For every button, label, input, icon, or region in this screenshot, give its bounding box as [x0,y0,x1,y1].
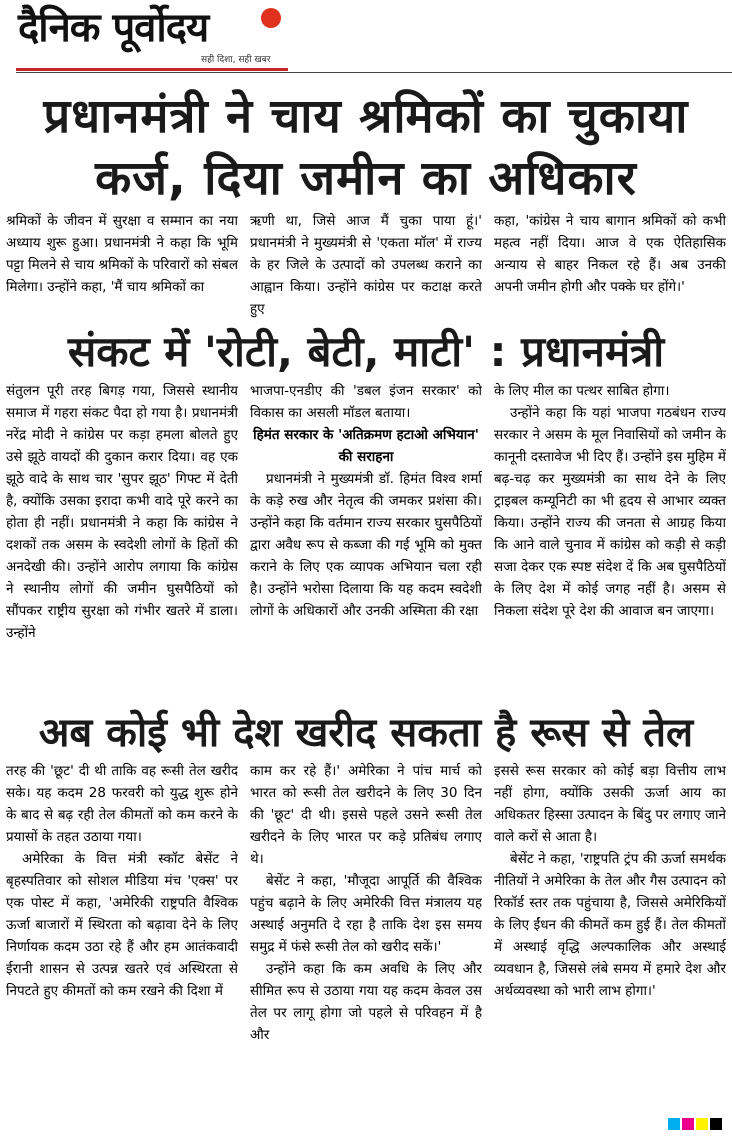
newspaper-title: दैनिक पूर्वोदय [18,5,209,51]
newspaper-tagline: सही दिशा, सही खबर [201,55,271,65]
yellow-swatch [696,1118,708,1130]
article-column [6,380,238,700]
article-paragraph: तरह की 'छूट' दी थी ताकि वह रूसी तेल खरीद सके। यह कदम 28 फरवरी को युद्ध शुरू होने के बाद से बढ़ रही तेल कीमतों को कम करने के प्रयासों के तहत उठाया गया। [6,763,238,845]
article-roti-beti-mati [4,324,728,700]
article-headline: प्रधानमंत्री ने चाय श्रमिकों का चुकाया [43,89,689,144]
article-paragraph: संतुलन पूरी तरह बिगड़ गया, जिससे स्थानीय समाज में गहरा संकट पैदा हो गया है। प्रधानमंत्री नरेंद्र मोदी ने कांग्रेस पर कड़ा हमला बोलते हुए उसे झूठे वायदों की दुकान करार दिया। वह एक झूठे वादे के साथ चार 'सुपर झूठ' गिफ्ट में देती है, क्योंकि उसका इरादा कभी वादे पूरे करने का होता ही नहीं। प्रधानमंत्री ने कहा कि कांग्रेस ने दशकों तक असम के स्वदेशी लोगों के हितों की अनदेखी की। उन्होंने आरोप लगाया कि कांग्रेस ने स्थानीय लोगों की जमीन घुसपैठियों को सौंपकर राष्ट्रीय सुरक्षा को गंभीर खतरे में डाला। उन्होंने [6,383,238,641]
article-column [494,210,726,318]
article-paragraph: बेसेंट ने कहा, 'मौजूदा आपूर्ति की वैश्विक पहुंच बढ़ाने के लिए अमेरिकी वित्त मंत्रालय यह अस्थाई अनुमति दे रहा है ताकि देश इस समय समुद्र में फंसे रूसी तेल को खरीद सकें।' [250,873,482,955]
masthead-rule [16,68,288,71]
black-swatch [710,1118,722,1130]
article-column [250,760,482,1090]
article-paragraph: श्रमिकों के जीवन में सुरक्षा व सम्मान का नया अध्याय शुरू हुआ। प्रधानमंत्री ने कहा कि भूमि पट्टा मिलने से चाय श्रमिकों के परिवारों को संबल मिलेगा। उन्होंने कहा, 'मैं चाय श्रमिकों का [6,213,238,295]
article-headline-line2: कर्ज, दिया जमीन का अधिकार [95,151,637,206]
article-tea-workers [4,86,728,318]
article-paragraph: ऋणी था, जिसे आज मैं चुका पाया हूं।' प्रधानमंत्री ने मुख्यमंत्री से 'एकता मॉल' में राज्य के हर जिले के उत्पादों को उपलब्ध कराने का आह्वान किया। उन्होंने कांग्रेस पर कटाक्ष करते हुए [250,213,482,317]
article-paragraph: इससे रूस सरकार को कोई बड़ा वित्तीय लाभ नहीं होगा, क्योंकि उसकी ऊर्जा आय का अधिकतर हिस्सा उत्पादन के बिंदु पर लगाए जाने वाले करों से आता है। [494,763,726,845]
logo-dot [261,8,281,28]
article-paragraph: कहा, 'कांग्रेस ने चाय बागान श्रमिकों को कभी महत्व नहीं दिया। आज वे एक ऐतिहासिक अन्याय से बाहर निकल रहे हैं। अब उनकी अपनी जमीन होगी और पक्के घर होंगे।' [494,213,726,295]
article-headline: संकट में 'रोटी, बेटी, माटी' : प्रधानमंत्री [67,327,665,376]
cyan-swatch [668,1118,680,1130]
article-subheading: हिमंत सरकार के 'अतिक्रमण हटाओ अभियान' की सराहना [253,427,479,465]
print-registration-marks [666,1118,722,1130]
article-body [4,760,728,1090]
article-column [250,380,482,700]
article-column [494,380,726,700]
article-russia-oil [4,706,728,1090]
article-body [4,210,728,318]
article-paragraph: उन्होंने कहा कि कम अवधि के लिए और सीमित रूप से उठाया गया यह कदम केवल उस तेल पर लागू होगा जो पहले से परिवहन में है और [250,961,482,1043]
article-column [494,760,726,1090]
article-body [4,380,728,700]
article-paragraph: उन्होंने कहा कि यहां भाजपा गठबंधन राज्य सरकार ने असम के मूल निवासियों को जमीन के कानूनी दस्तावेज भी दिए हैं। उन्होंने इस मुहिम में बढ़-चढ़ कर मुख्यमंत्री का साथ देने के लिए ट्राइबल कम्यूनिटी का भी हृदय से आभार व्यक्त किया। उन्होंने राज्य की जनता से आग्रह किया कि आने वाले चुनाव में कांग्रेस को कड़ी से कड़ी सजा देकर एक स्पष्ट संदेश दें कि अब घुसपैठियों के लिए देश में कोई जगह नहीं है। असम से निकला संदेश पूरे देश की आवाज बन जाएगा। [494,405,726,619]
article-paragraph: भाजपा-एनडीए की 'डबल इंजन सरकार' को विकास का असली मॉडल बताया। [250,383,482,421]
article-paragraph: अमेरिका के वित्त मंत्री स्कॉट बेसेंट ने बृहस्पतिवार को सोशल मीडिया मंच 'एक्स' पर एक पोस्ट में कहा, 'अमेरिकी राष्ट्रपति वैश्विक ऊर्जा बाजारों में स्थिरता को बढ़ावा देने के लिए निर्णायक कदम उठा रहे हैं और हम आतंकवादी ईरानी शासन से उत्पन्न खतरे एवं अस्थिरता से निपटते हुए कीमतों को कम रखने की दिशा में [6,851,238,999]
article-column [250,210,482,318]
article-column [6,760,238,1090]
masthead [4,0,728,80]
article-paragraph: काम कर रहे हैं।' अमेरिका ने पांच मार्च को भारत को रूसी तेल खरीदने के लिए 30 दिन की 'छूट' दी थी। इससे पहले उसने रूसी तेल खरीदने के लिए भारत पर कड़े प्रतिबंध लगाए थे। [250,763,482,867]
masthead-divider [16,72,732,73]
magenta-swatch [682,1118,694,1130]
article-paragraph: के लिए मील का पत्थर साबित होगा। [494,383,670,399]
article-paragraph: बेसेंट ने कहा, 'राष्ट्रपति ट्रंप की ऊर्जा समर्थक नीतियों ने अमेरिका के तेल और गैस उत्पादन को रिकॉर्ड स्तर तक पहुंचाया है, जिससे अमेरिकियों के लिए ईंधन की कीमतें कम हुई हैं। तेल कीमतों में अस्थाई वृद्धि अल्पकालिक और अस्थाई व्यवधान है, जिससे लंबे समय में हमारे देश और अर्थव्यवस्था को भारी लाभ होगा।' [494,851,726,999]
article-column [6,210,238,318]
article-paragraph: प्रधानमंत्री ने मुख्यमंत्री डॉ. हिमंत विश्व शर्मा के कड़े रुख और नेतृत्व की जमकर प्रशंसा की। उन्होंने कहा कि वर्तमान राज्य सरकार घुसपैठियों द्वारा अवैध रूप से कब्जा की गई भूमि को मुक्त कराने के लिए एक व्यापक अभियान चला रही है। उन्होंने भरोसा दिलाया कि यह कदम स्वदेशी लोगों के अधिकारों और उनकी अस्मिता की रक्षा [250,471,482,619]
article-headline: अब कोई भी देश खरीद सकता है रूस से तेल [38,710,694,756]
